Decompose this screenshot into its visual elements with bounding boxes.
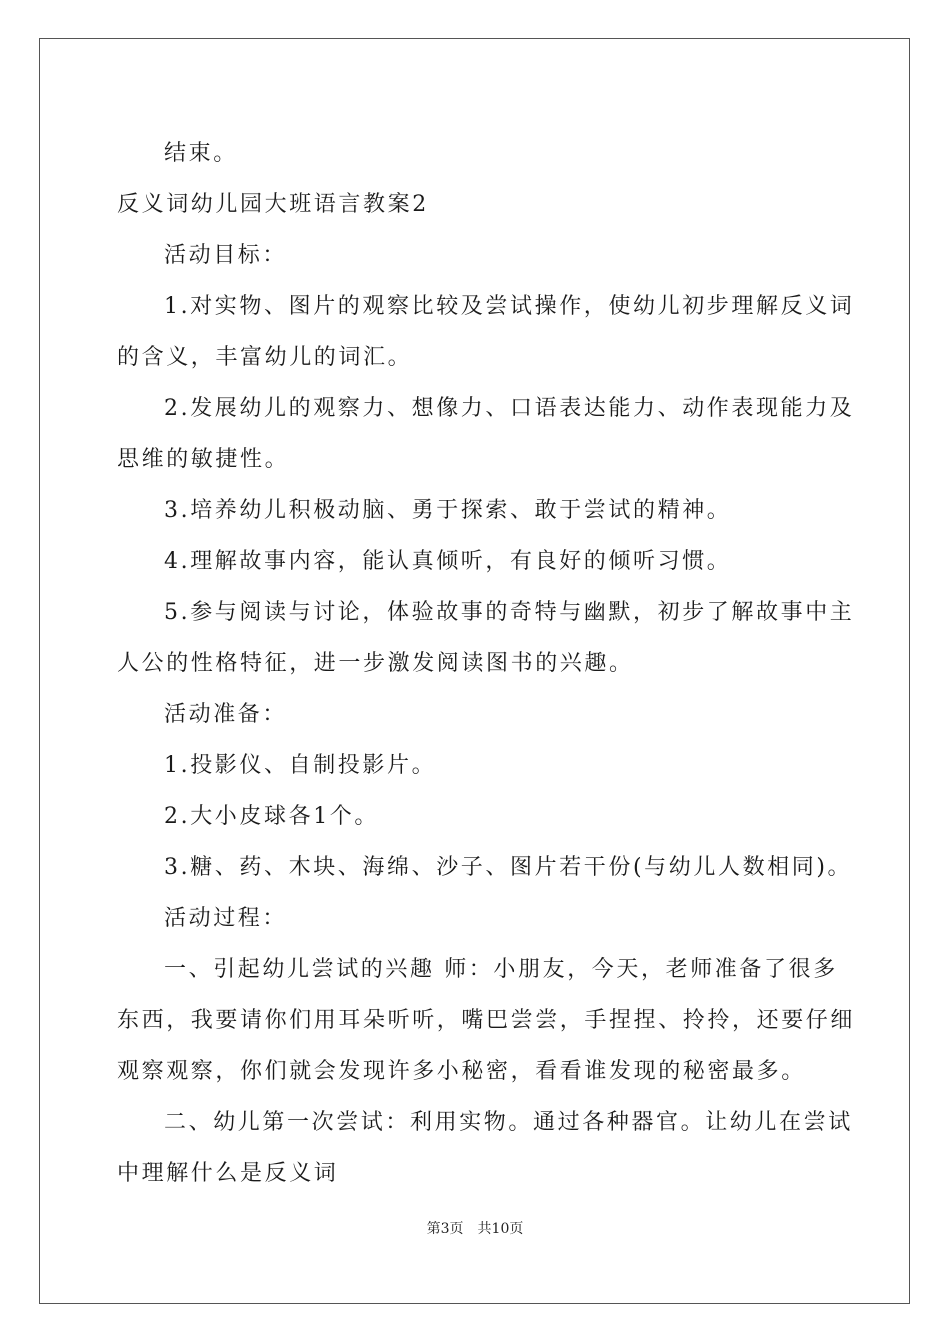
text-line: 结束。 — [164, 141, 238, 166]
text-line: 1.对实物、图片的观察比较及尝试操作，使幼儿初步理解反义词 — [164, 294, 855, 319]
text-line: 东西，我要请你们用耳朵听听，嘴巴尝尝，手捏捏、拎拎，还要仔细 — [117, 1008, 856, 1033]
section-title: 反义词幼儿园大班语言教案2 — [117, 192, 429, 217]
page-total: 共10页 — [477, 1221, 524, 1237]
text-line: 活动目标： — [164, 243, 288, 268]
page-number: 第3页 — [426, 1221, 464, 1237]
document-body — [117, 128, 856, 1199]
text-line: 观察观察，你们就会发现许多小秘密，看看谁发现的秘密最多。 — [117, 1059, 806, 1084]
text-line: 5.参与阅读与讨论，体验故事的奇特与幽默，初步了解故事中主 — [164, 600, 855, 625]
text-line: 活动准备： — [164, 702, 288, 727]
text-line: 人公的性格特征，进一步激发阅读图书的兴趣。 — [117, 651, 634, 676]
text-line: 中理解什么是反义词 — [117, 1161, 339, 1186]
text-line: 4.理解故事内容，能认真倾听，有良好的倾听习惯。 — [164, 549, 732, 574]
text-line: 思维的敏捷性。 — [117, 447, 290, 472]
text-line: 3.糖、药、木块、海绵、沙子、图片若干份(与幼儿人数相同)。 — [164, 855, 853, 880]
text-line: 一、引起幼儿尝试的兴趣 师：小朋友，今天，老师准备了很多 — [164, 957, 838, 982]
text-line: 3.培养幼儿积极动脑、勇于探索、敢于尝试的精神。 — [164, 498, 732, 523]
page-footer — [0, 1218, 950, 1238]
text-line: 2.大小皮球各1个。 — [164, 804, 379, 829]
text-line: 的含义，丰富幼儿的词汇。 — [117, 345, 413, 370]
text-line: 1.投影仪、自制投影片。 — [164, 753, 437, 778]
text-line: 活动过程： — [164, 906, 288, 931]
text-line: 2.发展幼儿的观察力、想像力、口语表达能力、动作表现能力及 — [164, 396, 855, 421]
text-line: 二、幼儿第一次尝试：利用实物。通过各种器官。让幼儿在尝试 — [164, 1110, 853, 1135]
